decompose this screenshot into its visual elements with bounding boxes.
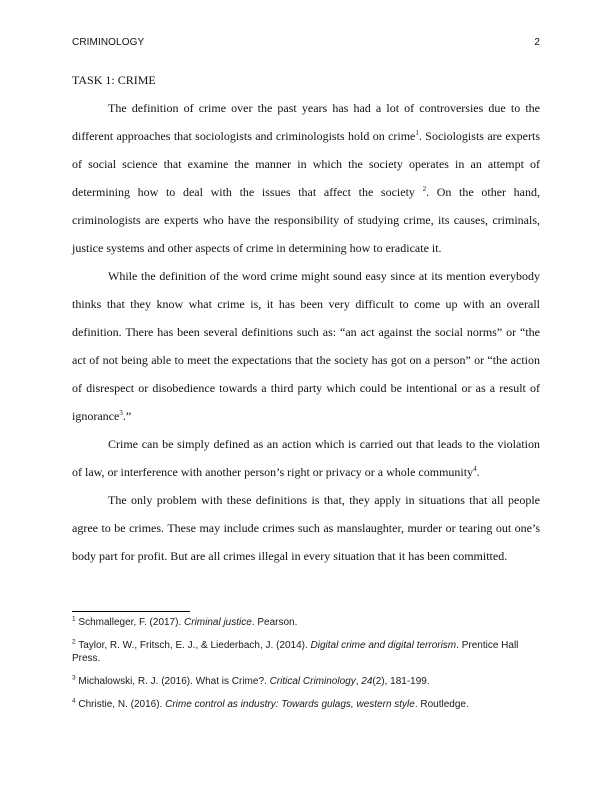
running-header-title: CRIMINOLOGY: [72, 37, 145, 48]
footnote-title: Criminal justice: [184, 617, 252, 628]
footnote-ref-2[interactable]: 2: [422, 185, 427, 193]
footnote-number: 3: [72, 674, 76, 682]
footnote-title: Critical Criminology: [269, 676, 356, 687]
footnote-separator: [72, 611, 190, 612]
footnote-volume: 24: [361, 676, 373, 687]
footnote-text: Michalowski, R. J. (2016). What is Crime?.: [75, 676, 270, 687]
footnote-title: Crime control as industry: Towards gulags, western style: [165, 699, 415, 710]
footnote-number: 4: [72, 697, 76, 705]
footnote-text: ,: [355, 676, 362, 687]
section-heading: TASK 1: CRIME: [72, 73, 156, 87]
paragraph-2-text-b: .”: [122, 409, 132, 423]
paragraph-3-text-b: .: [476, 465, 480, 479]
paragraph-3: [72, 430, 540, 486]
footnote-number: 2: [72, 638, 76, 646]
footnote-1: [72, 616, 540, 629]
footnote-4: [72, 698, 540, 711]
footnote-number: 1: [72, 615, 76, 623]
footnote-title: Digital crime and digital terrorism: [310, 640, 457, 651]
paragraph-3-text-a: Crime can be simply defined as an action which is carried out that leads to the violation of law, or interference with another person’s right or privacy or a whole community: [72, 437, 540, 479]
paragraph-1: [72, 94, 540, 262]
footnote-text: . Prentice Hall Press.: [72, 640, 519, 664]
footnotes: [72, 616, 540, 721]
footnote-text: Schmalleger, F. (2017).: [75, 617, 185, 628]
footnote-ref-3[interactable]: 3: [119, 409, 123, 417]
paragraph-2-text-a: While the definition of the word crime might sound easy since at its mention everybody thinks that they know what crime is, it has been very difficult to come up with an overall definition. There has been several definitions such as: “an act against the social norms” or “the act of not being able to meet the expectations that the society has got on a person” or “the action of disrespect or disobedience towards a third party which could be intentional or as a result of ignorance: [72, 269, 540, 423]
paragraph-1-text-c: . On the other hand, criminologists are experts who have the responsibility of studying crime, its causes, criminals, justice systems and other aspects of crime in determining how to eradicate it.: [72, 185, 541, 255]
footnote-ref-4[interactable]: 4: [473, 465, 477, 473]
footnote-text: . Pearson.: [251, 617, 298, 628]
paragraph-1-text-b: . Sociologists are experts of social science that examine the manner in which the society operates in an attempt of determining how to deal with the issues that affect the society: [72, 129, 540, 199]
footnote-text: Taylor, R. W., Fritsch, E. J., & Liederbach, J. (2014).: [75, 640, 311, 651]
paragraph-4: [72, 486, 540, 570]
footnote-text: . Routledge.: [414, 699, 469, 710]
paragraph-4-text: The only problem with these definitions is that, they apply in situations that all people agree to be crimes. These may include crimes such as manslaughter, murder or tearing out one’s body part for profit. But are all crimes illegal in every situation that it has been committed.: [72, 493, 540, 563]
running-header: [72, 37, 540, 51]
body-text: [72, 66, 540, 570]
footnote-text: (2), 181-199.: [372, 676, 430, 687]
footnote-ref-1[interactable]: 1: [415, 129, 419, 137]
footnote-2: [72, 639, 540, 665]
footnote-text: Christie, N. (2016).: [75, 699, 166, 710]
footnote-3: [72, 675, 540, 688]
paragraph-1-text-a: The definition of crime over the past years has had a lot of controversies due to the different approaches that sociologists and criminologists hold on crime: [72, 101, 540, 143]
page-number: 2: [534, 37, 540, 48]
paragraph-2: [72, 262, 540, 430]
